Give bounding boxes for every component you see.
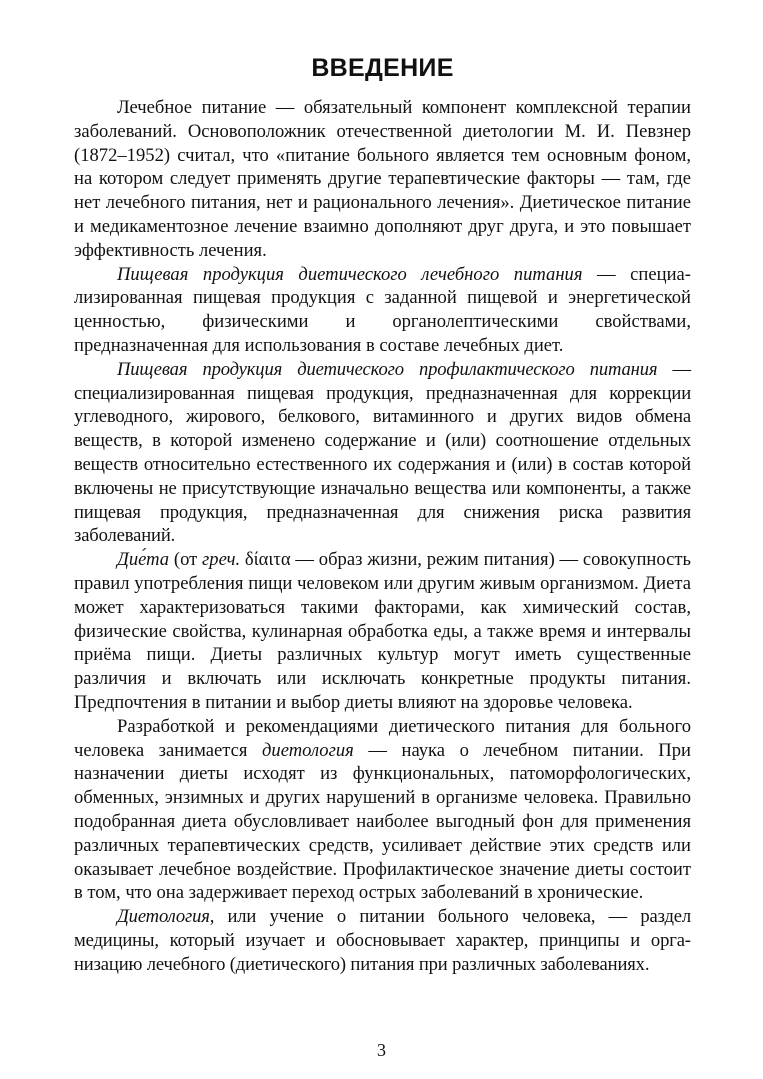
term-dietary-therapeutic-food: Пищевая продукция диетического лечебного питания: [117, 263, 583, 285]
paragraph-6-text: , или учение о питании больного человека, — раздел медицины, который изучает и обосновывает характер, принципы и организацию лечебного (диетического) питания при различных заболеваниях.: [74, 906, 691, 975]
page-number: 3: [377, 1040, 386, 1060]
paragraph-1: Лечебное питание — обязательный компонент комплексной терапии заболеваний. Основоположник отечественной диетологии М. И. Певзнер (1872–1952) считал, что «питание больного является тем основным фоном, на котором следует применять другие терапевтические факторы — там, где нет лечебного питания, нет и рационального лечения». Диетическое питание и медикаментозное лечение взаимно дополняют друг друга, и это повышает эффективность лечения.: [74, 97, 691, 261]
paragraph-5: [74, 715, 691, 905]
paragraph-6: [74, 905, 691, 976]
paragraph-5-text: — наука о лечебном питании. При назначении диеты исходят из функциональных, патоморфологических, обменных, энзимных и других нарушений в организме человека. Правильно подобранная диета обусловливает наиболее выгодный фон для применения различных терапевтических средств, усиливает действие этих средств или оказывает лечебное воздействие. Профилактическое значение диеты состоит в том, что она задерживает переход острых заболеваний в хронические.: [74, 739, 691, 904]
paragraph-2-text: — специализированная пищевая продукция с заданной пищевой и энергетической ценностью, физическими и органолептическими свойствами, предназначенная для использования в составе лечебных диет.: [74, 263, 691, 356]
chapter-heading: ВВЕДЕНИЕ: [311, 54, 454, 82]
language-abbrev: греч.: [202, 549, 241, 571]
paragraph-4: [74, 548, 691, 715]
paragraph-3-text: — специализированная пищевая продукция, предназначенная для коррекции углеводного, жирового, белкового, витаминного и других видов обмена веществ, в которой изменено содержание и (или) соотношение отдельных веществ относительно естественного их содержания и (или) в состав которой включены не присутствующие изначально вещества или компоненты, а также пищевая продукция, предназначенная для снижения риска развития заболеваний.: [74, 358, 691, 547]
term-dietary-preventive-food: Пищевая продукция диетического профилактического питания: [117, 358, 658, 380]
paragraph-4-text: δίαιτα — образ жизни, режим питания) — совокупность правил употребления пищи человеком или другим живым организмом. Диета может характеризоваться такими факторами, как химический состав, физические свойства, кулинарная обработка еды, а также время и интервалы приёма пищи. Диеты различных культур могут иметь существенные различия и включать или исключать конкретные продукты питания. Предпочтения в питании и выбор диеты влияют на здоровье человека.: [74, 549, 692, 713]
paragraph-5-start: Разработкой и рекомендациями диетического питания для больного человека занимается: [74, 715, 691, 761]
body-text: [74, 96, 691, 976]
term-dietology-capital: Диетология: [117, 906, 210, 928]
term-diet: Дие́та: [117, 549, 170, 571]
paragraph-2: [74, 263, 691, 358]
term-dietology: диетология: [262, 739, 354, 761]
paragraph-4-from: (от: [169, 549, 203, 571]
paragraph-3: [74, 358, 691, 548]
